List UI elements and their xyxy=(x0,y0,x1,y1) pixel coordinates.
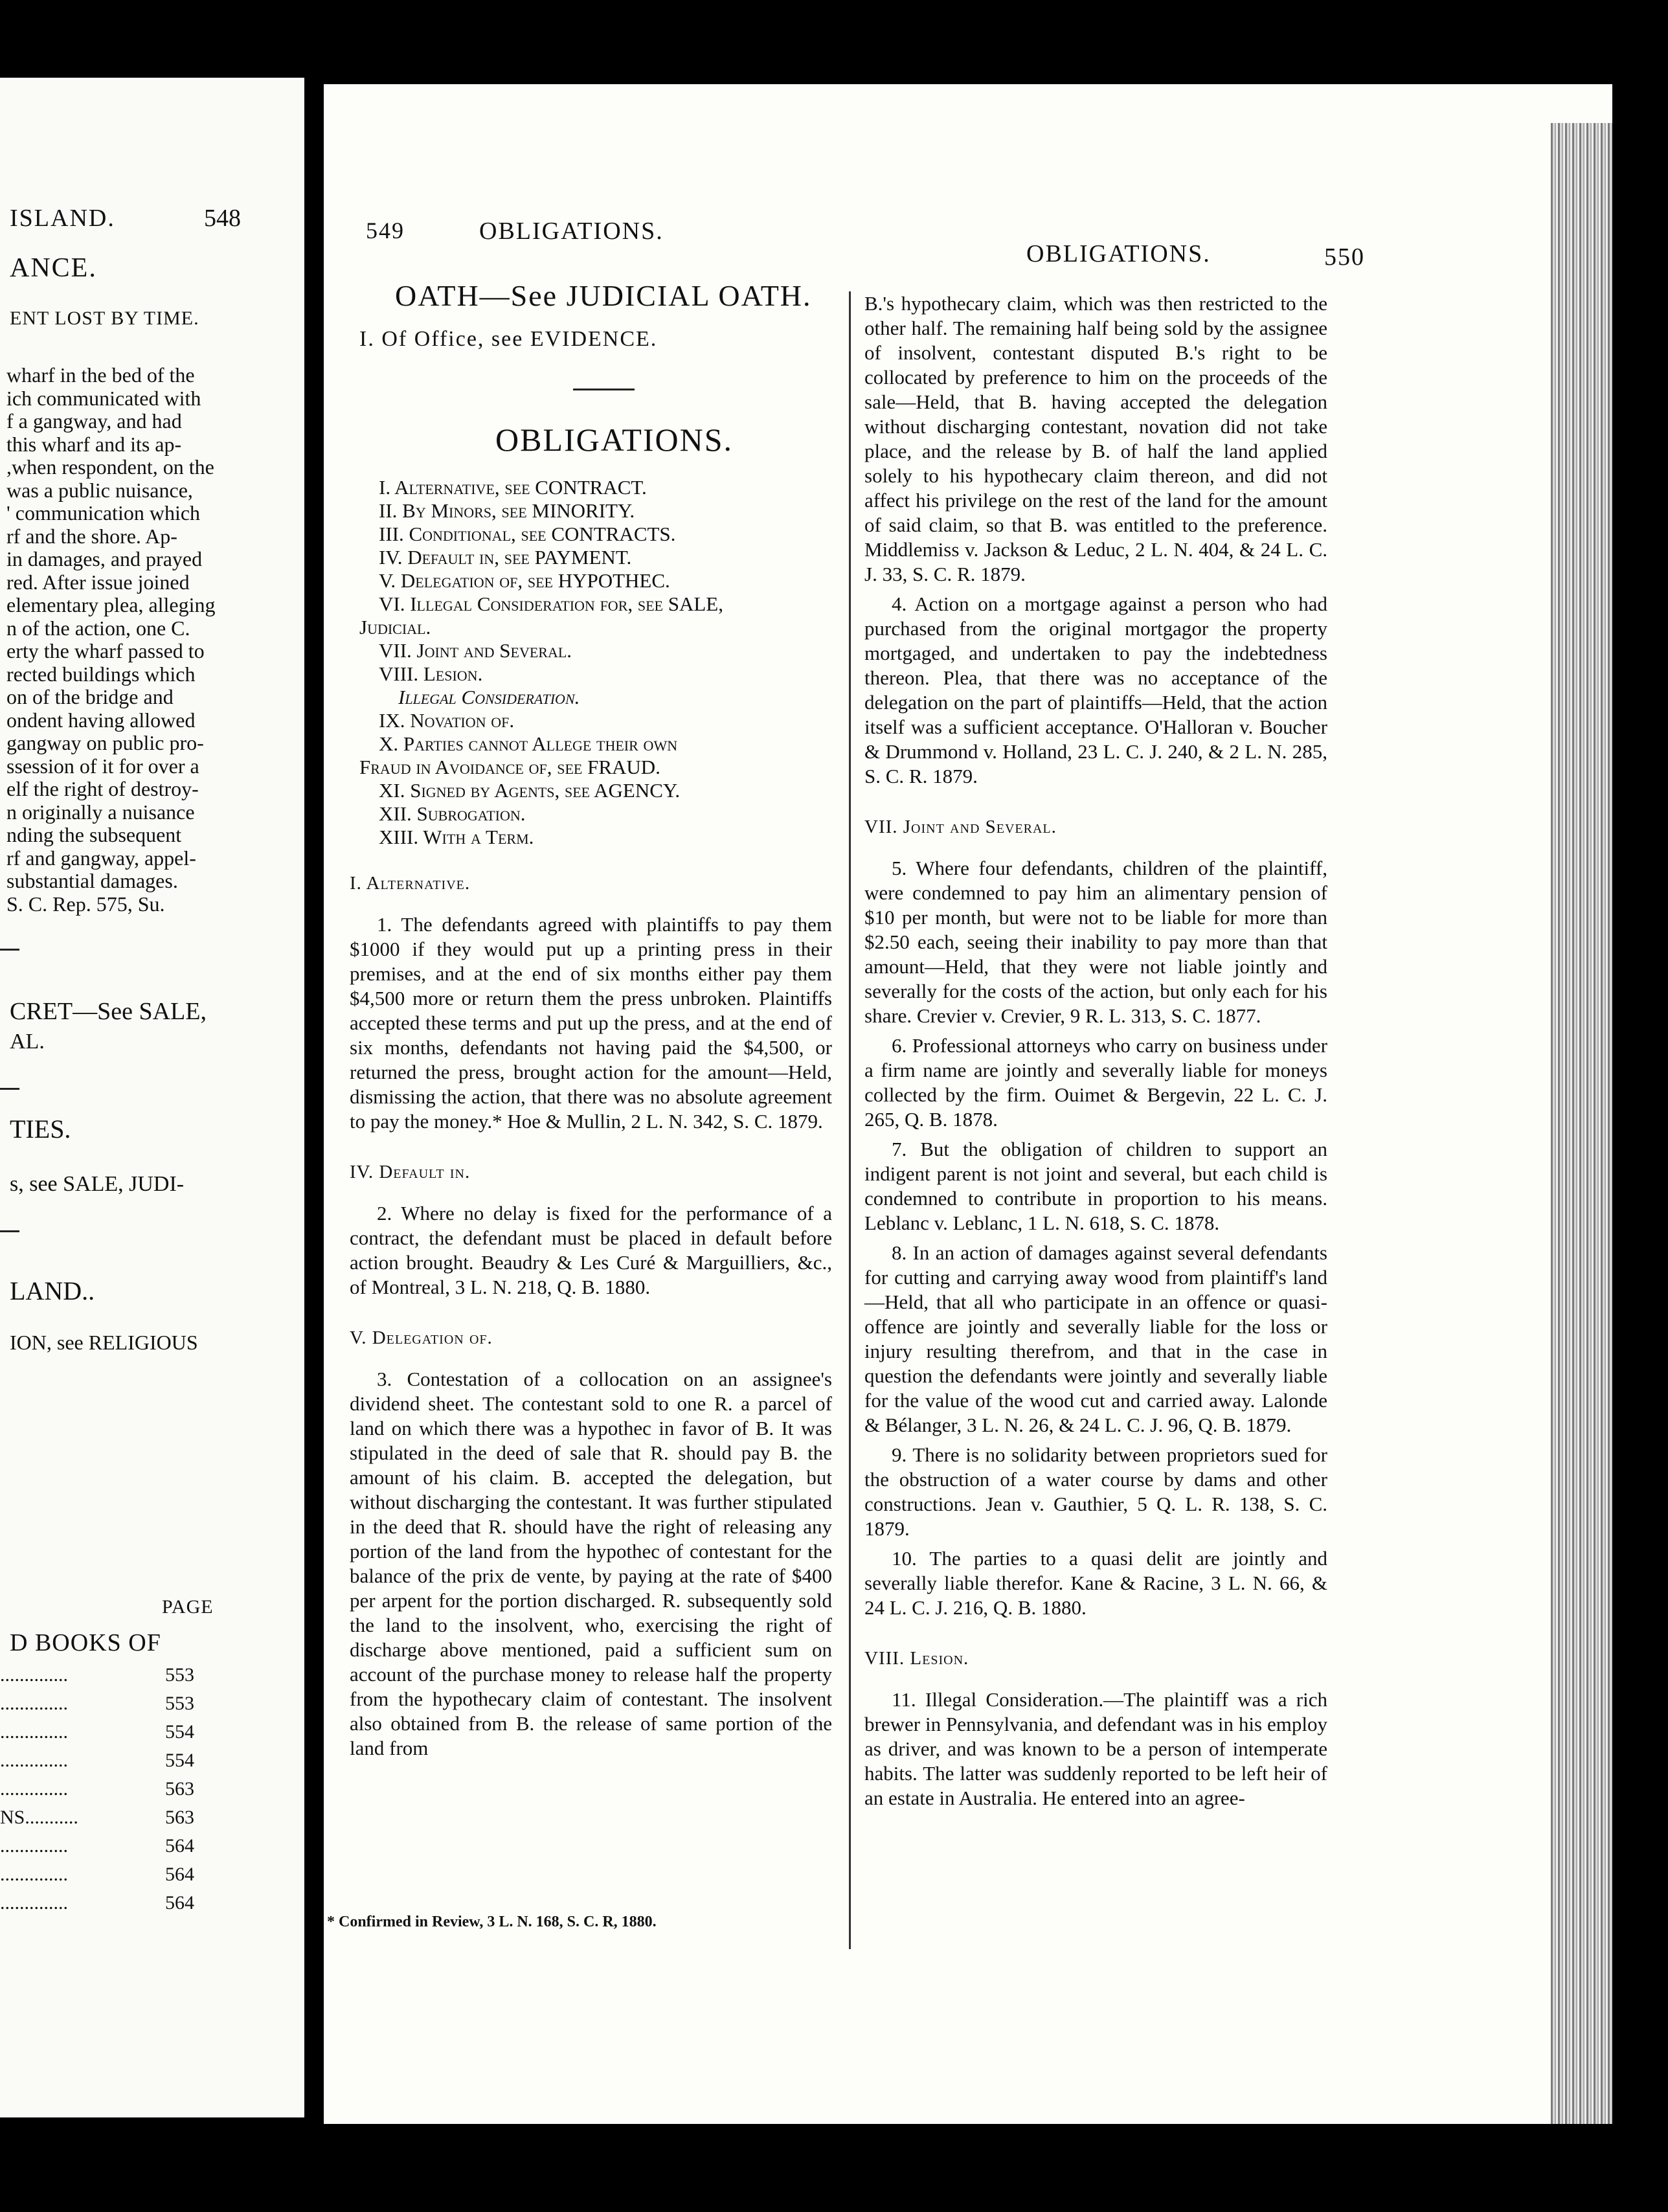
section-default: IV. Default in. xyxy=(350,1162,471,1182)
toc-entry-text: .............. xyxy=(0,1664,68,1686)
toc-entry xyxy=(0,1775,201,1803)
obligations-index-item: X. Parties cannot Allege their own xyxy=(379,732,678,755)
obligations-index-item: II. By Minors, see MINORITY. xyxy=(379,499,635,522)
toc-entry-text: .............. xyxy=(0,1835,68,1857)
left-body-line: nding the subsequent xyxy=(6,823,182,846)
toc-entry xyxy=(0,1860,201,1889)
left-body-line: on of the bridge and xyxy=(6,685,174,708)
obligations-index-item: VIII. Lesion. xyxy=(379,662,483,685)
page-number-right: 550 xyxy=(1324,243,1365,271)
divider xyxy=(0,949,19,951)
section-delegation: V. Delegation of. xyxy=(350,1327,493,1348)
paragraph-4: 4. Action on a mortgage against a person who had purchased from the original mortgagor the property mortgaged, and undertaken to pay the indebtedness thereon. Plea, that there was no acceptance of the delegation on the part of plaintiffs—Held, that the action itself was a sufficient acceptance. O'Halloran v. Boucher & Drummond v. Holland, 23 L. C. J. 240, & 2 L. N. 285, S. C. R. 1879. xyxy=(864,592,1327,787)
running-head-right: OBLIGATIONS. xyxy=(1026,240,1211,267)
section-lesion: VIII. Lesion. xyxy=(864,1648,969,1669)
paragraph-6: 6. Professional attorneys who carry on business under a firm name are jointly and severally liable for moneys collected by the firm. Ouimet & Bergevin, 22 L. C. J. 265, Q. B. 1878. xyxy=(864,1034,1327,1131)
left-body-line: erty the wharf passed to xyxy=(6,639,205,662)
paragraph-9: 9. There is no solidarity between proprietors sued for the obstruction of a water course by dams and other constructions. Jean v. Gauthier, 5 Q. L. R. 138, S. C. 1879. xyxy=(864,1443,1327,1540)
section-joint-several: VII. Joint and Several. xyxy=(864,817,1057,837)
toc-entry-text: .............. xyxy=(0,1693,68,1714)
left-body-line: n originally a nuisance xyxy=(6,800,195,824)
left-body-line: rf and the shore. Ap- xyxy=(6,524,177,548)
toc-entry-page: 554 xyxy=(165,1750,194,1771)
obligations-index-item: XI. Signed by Agents, see AGENCY. xyxy=(379,779,681,802)
obligations-index-item: Illegal Consideration. xyxy=(398,686,580,708)
paragraph-5: 5. Where four defendants, children of the plaintiff, were condemned to pay him an alimentary pension of $10 per month, but were not to be liable for more than $2.50 each, seeing their inability to pay more than that amount—Held, that they were not liable jointly and severally for the costs of the action, but only each for his share. Crevier v. Crevier, 9 R. L. 313, S. C. 1877. xyxy=(864,857,1327,1027)
toc-entry-text: NS........... xyxy=(0,1807,78,1828)
oath-heading: OATH—See JUDICIAL OATH. xyxy=(395,279,812,312)
toc-entry-page: 564 xyxy=(165,1892,194,1913)
paragraph-1: 1. The defendants agreed with plaintiffs to pay them $1000 if they would put up a printing press in their premises, and at the end of six months either pay them $4,500 more or return them the press unbroken. Plaintiffs accepted these terms and put up the press, and at the end of six months, defendants not having paid the $4,500, or returned the press, brought action for the amount—Held, dismissing the action, that there was no absolute agreement to pay the money.* Hoe & Mullin, 2 L. N. 342, S. C. 1879. xyxy=(350,913,832,1133)
ties-heading: TIES. xyxy=(10,1114,71,1144)
toc-entry xyxy=(0,1689,201,1718)
column-right xyxy=(864,291,1327,1816)
left-body-line: this wharf and its ap- xyxy=(6,432,182,456)
divider xyxy=(0,1230,19,1232)
facing-page-fragment xyxy=(0,78,304,2117)
column-divider xyxy=(849,291,851,1949)
section-alternative: I. Alternative. xyxy=(350,873,471,894)
ties-reference: s, see SALE, JUDI- xyxy=(10,1172,185,1196)
toc-entry-page: 563 xyxy=(165,1807,194,1828)
divider xyxy=(573,389,635,390)
left-body-line: n of the action, one C. xyxy=(6,616,190,640)
left-body-line: substantial damages. xyxy=(6,869,178,892)
toc-entry-text: .............. xyxy=(0,1721,68,1743)
paragraph-3-continued: B.'s hypothecary claim, which was then restricted to the other half. The remaining half being sold by the assignee of insolvent, contestant disputed B.'s right to be collocated by preference to him on the proceeds of the sale—Held, that B. having accepted the delegation without discharging contestant, novation did not take place, and the release by B. of half the land applied solely to his hypothecary claim thereon, and did not affect his privilege on the rest of the land for the amount of said claim, so that B. was entitled to the preference. Middlemiss v. Jackson & Leduc, 2 L. N. 404, & 24 L. C. J. 33, S. C. R. 1879. xyxy=(864,292,1327,585)
toc-entry xyxy=(0,1746,201,1775)
toc-entry-page: 554 xyxy=(165,1721,194,1743)
obligations-index-item: IX. Novation of. xyxy=(379,709,515,732)
page-edges xyxy=(1551,123,1612,2124)
paragraph-2: 2. Where no delay is fixed for the performance of a contract, the defendant must be placed in default before action brought. Beaudry & Les Curé & Marguilliers, &c., of Montreal, 3 L. N. 218, Q. B. 1880. xyxy=(350,1202,832,1298)
toc-entry-text: .............. xyxy=(0,1750,68,1771)
land-heading: LAND.. xyxy=(10,1276,95,1305)
paragraph-3: 3. Contestation of a collocation on an assignee's dividend sheet. The contestant sold to one R. a parcel of land on which there was a hypothec in favor of B. It was stipulated in the deed of sale that R. should pay B. the amount of his claim. B. accepted the delegation, but without discharging the contestant. It was further stipulated in the deed that R. should have the right of releasing any portion of the land from the hypothec of contestant for the balance of the prix de vente, by paying at the rate of $400 per arpent for the portion discharged. R. subsequently sold the land to the insolvent, who, exercising the right of discharge above mentioned, paid a sufficient sum on account of the purchase money to release half the property from the hypothecary claim of contestant. The insolvent also obtained from B. the release of same portion of the land from xyxy=(350,1368,832,1759)
toc-title: D BOOKS OF xyxy=(10,1629,161,1656)
obligations-index-item: Fraud in Avoidance of, see FRAUD. xyxy=(359,756,660,778)
land-reference: ION, see RELIGIOUS xyxy=(10,1331,198,1354)
paragraph-8: 8. In an action of damages against several defendants for cutting and carrying away wood from plaintiff's land—Held, that all who participate in an offence or quasi-offence are jointly and severally liable for the loss or injury resulting therefrom, and that in the case in question the defendants were jointly and severally liable for the value of the wood cut and carried away. Lalonde & Bélanger, 3 L. N. 26, & 24 L. C. J. 96, Q. B. 1879. xyxy=(864,1241,1327,1436)
toc-page-label: PAGE xyxy=(162,1596,214,1618)
column-left xyxy=(350,871,832,1766)
book-gutter xyxy=(304,65,324,2137)
spacer xyxy=(327,1909,330,1911)
obligations-index-item: Judicial. xyxy=(359,616,431,638)
left-body-line: ondent having allowed xyxy=(6,708,196,732)
left-body-line: elementary plea, alleging xyxy=(6,593,216,616)
toc-entry xyxy=(0,1803,201,1832)
toc-entry-text: .............. xyxy=(0,1778,68,1800)
divider xyxy=(0,1088,19,1090)
left-body-line: ich communicated with xyxy=(6,386,201,410)
obligations-heading: OBLIGATIONS. xyxy=(495,422,734,458)
paragraph-10: 10. The parties to a quasi delit are jointly and severally liable therefor. Kane & Racine, 3 L. N. 66, & 24 L. C. J. 216, Q. B. 1880. xyxy=(864,1547,1327,1619)
left-body-line: f a gangway, and had xyxy=(6,409,182,433)
left-subheading: ENT LOST BY TIME. xyxy=(10,308,199,329)
toc-entry-page: 564 xyxy=(165,1835,194,1857)
left-body-line: rf and gangway, appel- xyxy=(6,846,196,870)
left-body-line: S. C. Rep. 575, Su. xyxy=(6,892,165,916)
left-body-line: ssession of it for over a xyxy=(6,754,199,778)
left-section-heading: ANCE. xyxy=(10,253,97,283)
left-body-line: ,when respondent, on the xyxy=(6,455,214,479)
footnote: * Confirmed in Review, 3 L. N. 168, S. C. R, 1880. xyxy=(327,1913,657,1930)
running-head-left: OBLIGATIONS. xyxy=(479,218,664,245)
left-body-line: rected buildings which xyxy=(6,662,196,686)
obligations-index-item: IV. Default in, see PAYMENT. xyxy=(379,546,632,569)
obligations-index-item: VII. Joint and Several. xyxy=(379,639,572,662)
obligations-index-item: XIII. With a Term. xyxy=(379,826,534,848)
table-of-contents xyxy=(0,1661,201,1917)
left-body-line: wharf in the bed of the xyxy=(6,363,195,387)
left-body-line: red. After issue joined xyxy=(6,570,190,594)
left-page-number: 548 xyxy=(204,205,241,232)
left-body-line: was a public nuisance, xyxy=(6,478,193,502)
cret-heading-cont: AL. xyxy=(10,1030,45,1054)
toc-entry-text: .............. xyxy=(0,1892,68,1913)
toc-entry xyxy=(0,1832,201,1860)
toc-entry xyxy=(0,1718,201,1746)
oath-subheading: I. Of Office, see EVIDENCE. xyxy=(359,327,658,351)
left-body-line: ' communication which xyxy=(6,501,201,525)
obligations-index-item: XII. Subrogation. xyxy=(379,802,526,825)
left-body-line: gangway on public pro- xyxy=(6,731,204,754)
toc-entry-page: 563 xyxy=(165,1778,194,1800)
toc-entry xyxy=(0,1661,201,1689)
toc-entry xyxy=(0,1889,201,1917)
obligations-index-item: V. Delegation of, see HYPOTHEC. xyxy=(379,569,670,592)
toc-entry-page: 553 xyxy=(165,1664,194,1686)
cret-heading: CRET—See SALE, xyxy=(10,998,207,1025)
left-body-line: in damages, and prayed xyxy=(6,547,203,570)
paragraph-7: 7. But the obligation of children to support an indigent parent is not joint and several, but each child is condemned to contribute in proportion to his means. Leblanc v. Leblanc, 1 L. N. 618, S. C. 1878. xyxy=(864,1138,1327,1234)
obligations-index-item: VI. Illegal Consideration for, see SALE, xyxy=(379,592,723,615)
left-page-running-head: ISLAND. xyxy=(10,205,115,232)
page-number-left: 549 xyxy=(366,218,405,243)
obligations-index-item: I. Alternative, see CONTRACT. xyxy=(379,476,647,499)
toc-entry-page: 553 xyxy=(165,1693,194,1714)
toc-entry-text: .............. xyxy=(0,1864,68,1885)
obligations-index xyxy=(359,476,851,849)
obligations-index-item: III. Conditional, see CONTRACTS. xyxy=(379,523,676,545)
left-body-line: elf the right of destroy- xyxy=(6,777,199,800)
paragraph-11: 11. Illegal Consideration.—The plaintiff was a rich brewer in Pennsylvania, and defendant was in his employ as driver, and was known to be a person of intemperate habits. The latter was suddenly reported to be left heir of an estate in Australia. He entered into an agree- xyxy=(864,1688,1327,1809)
toc-entry-page: 564 xyxy=(165,1864,194,1885)
